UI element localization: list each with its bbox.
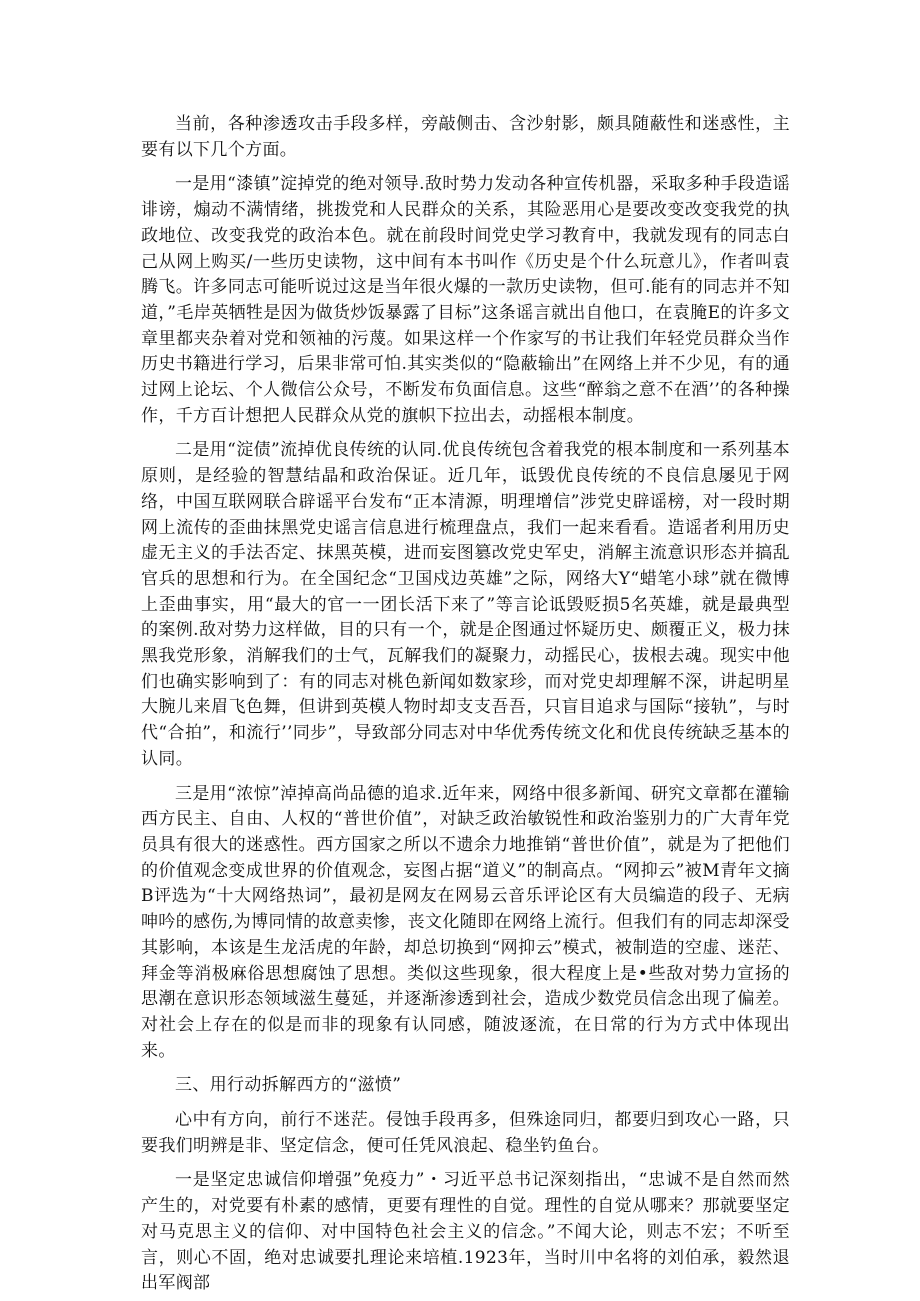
paragraph-section-intro: 心中有方向，前行不迷茫。侵蚀手段再多，但殊途同归，都要归到攻心一路，只要我们明辨是非、坚定信念，便可任凭风浪起、稳坐钓鱼台。: [141, 1110, 790, 1156]
section-heading: 三、用行动拆解西方的“滋愤”: [175, 1075, 402, 1096]
paragraph-intro: 当前，各种渗透攻击手段多样，旁敲侧击、含沙射影，颇具随蔽性和迷惑性，主要有以下几个方面。: [141, 114, 790, 160]
paragraph-point-three: 三是用“浓惊”淖掉高尚品德的追求.近年来，网络中很多新闻、研究文章都在灌输西方民主、自由、人权的“普世价值”，对缺乏政治敏锐性和政治鉴别力的广大青年党员具有很大的迷惑性。西方国家之所以不遗余力地推销“普世价值”，就是为了把他们的价值观念变成世界的价值观念，妄图占据“道义”的制高点。“网抑云”被M青年文摘B评选为“十大网络热词”，最初是网友在网易云音乐评论区有大员编造的段子、无病呻吟的感伤,为博同情的故意卖惨，丧文化随即在网络上流行。但我们有的同志却深受其影响，本该是生龙活虎的年龄，却总切换到“网抑云”模式，被制造的空虚、迷茫、拜金等消极麻俗思想腐蚀了思想。类似这些现象，很大程度上是•些敌对势力宣扬的思潮在意识形态领域滋生蔓延，并逐渐渗透到社会，造成少数党员信念出现了偏差。对社会上存在的似是而非的现象有认同感，随波逐流，在日常的行为方式中体现出来。: [141, 783, 790, 1061]
paragraph-point-two: 二是用“淀债”流掉优良传统的认同.优良传统包含着我党的根本制度和一系列基本原则，是经验的智慧结晶和政治保证。近几年，诋毁优良传统的不良信息屡见于网络，中国互联网联合辟谣平台发布“正本清源，明理增信”涉党史辟谣榜，对一段时期网上流传的歪曲抹黑党史谣言信息进行梳理盘点，我们一起来看看。造谣者利用历史虚无主义的手法否定、抹黑英模，进而妄图篡改党史军史，消解主流意识形态并搞乱官兵的思想和行为。在全国纪念“卫国戍边英雄”之际，网络大Y“蜡笔小球”就在微博上歪曲事实，用“最大的官一一团长活下来了”等言论诋毁贬损5名英雄，就是最典型的案例.敌对势力这样做，目的只有一个，就是企图通过怀疑历史、颇覆正义，极力抹黑我党形象，消解我们的士气，瓦解我们的凝聚力，动摇民心，拔根去魂。现实中他们也确实影响到了：有的同志对桃色新闻如数家珍，而对党史却理解不深，讲起明星大腕儿来眉飞色舞，但讲到英模人物时却支支吾吾，只盲目追求与国际“接轨”，与时代“合拍”，和流行’’同步”，导致部分同志对中华优秀传统文化和优良传统缺乏基本的认同。: [141, 440, 790, 769]
paragraph-point-one: 一是用“漆镇”淀掉党的绝对领导.敌时势力发动各种宣传机器，采取多种手段造谣诽谤，煽动不满情绪，挑拨党和人民群众的关系，其险恶用心是要改变改变我党的执政地位、改变我党的政治本色。就在前段时间党史学习教育中，我就发现有的同志白己从网上购买/一些历史读物，这中间有本书叫作《历史是个什么玩意儿》，作者叫袁腾飞。许多同志可能听说过这是当年很火爆的一款历史读物，但可.能有的同志并不知道，”毛岸英牺牲是因为做货炒饭暴露了目标”这条谣言就出自他口，在袁腌E的许多文章里都夹杂着对党和领袖的污蔑。如果这样一个作家写的书让我们年轻党员群众当作历史书籍进行学习，后果非常可怕.其实类似的“隐蔽输出”在网络上并不少见，有的通过网上论坛、个人微信公众号，不断发布负面信息。这些“醉翁之意不在酒’’的各种操作，千方百计想把人民群众从党的旗帜下拉出去，动摇根本制度。: [141, 174, 790, 426]
paragraph-section-point-one: 一是坚定忠诚信仰增强”免疫力”・习近平总书记深刻指出，“忠诚不是自然而然产生的，对党要有朴素的感情，更要有理性的自觉。理性的自觉从哪来？那就要坚定对马克思主义的信仰、对中国特色社会主义的信念。”不闻大论，则志不宏；不听至言，则心不固，绝对忠诚要扎理论来培植.1923年，当时川中名将的刘伯承，毅然退出军阀部: [141, 1170, 790, 1294]
